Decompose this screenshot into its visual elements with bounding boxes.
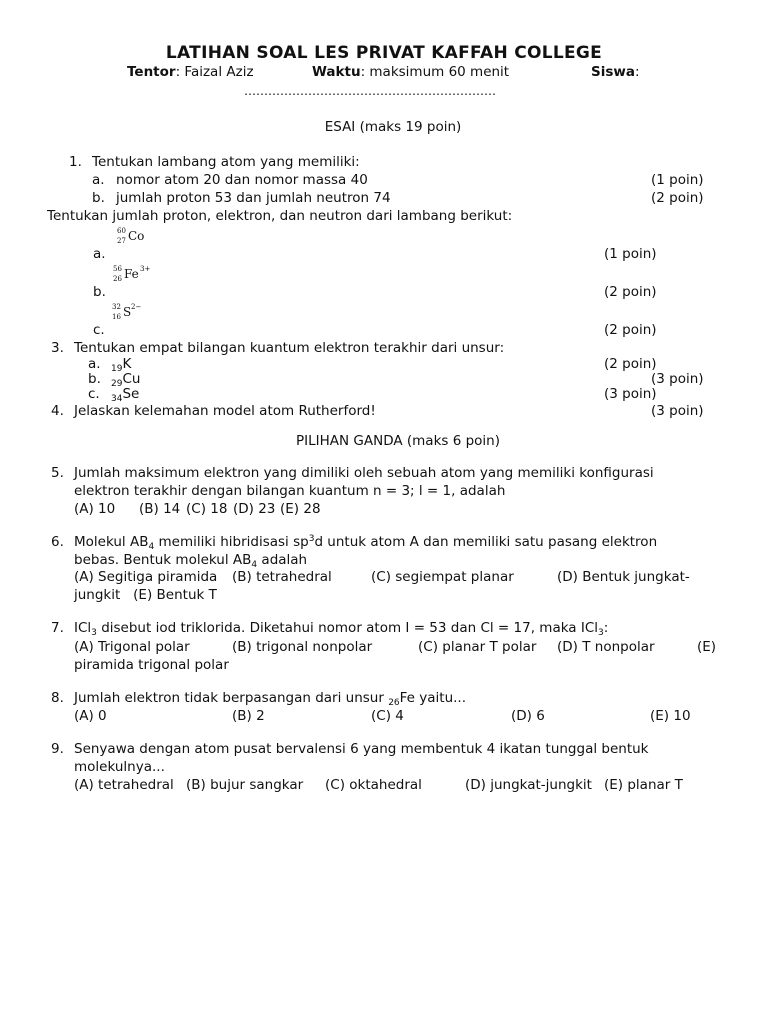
q5-option-a: (A) 10 bbox=[74, 501, 116, 517]
q3b-element bbox=[111, 373, 140, 387]
q3c-element bbox=[111, 388, 139, 402]
q8-option-b: (B) 2 bbox=[232, 708, 265, 724]
q6-subscript-2: 4 bbox=[251, 560, 258, 570]
q8-option-d: (D) 6 bbox=[511, 708, 545, 724]
ion-charge: 3+ bbox=[140, 265, 151, 273]
q3c-label: c. bbox=[88, 386, 100, 402]
q7-number: 7. bbox=[51, 620, 64, 636]
q3a-points: (2 poin) bbox=[604, 356, 657, 372]
mass-number: 32 bbox=[112, 303, 121, 311]
waktu-label: Waktu bbox=[312, 64, 361, 80]
q1-text: Tentukan lambang atom yang memiliki: bbox=[92, 154, 360, 170]
q6-line4: jungkit (E) Bentuk T bbox=[74, 587, 217, 603]
mass-number: 56 bbox=[113, 265, 122, 273]
q3b-label: b. bbox=[88, 371, 101, 387]
q2a-points: (1 poin) bbox=[604, 246, 657, 262]
atomic-number: 26 bbox=[388, 698, 400, 708]
siswa-value: : bbox=[634, 64, 640, 80]
q4-number: 4. bbox=[51, 403, 64, 419]
q6-line2 bbox=[74, 554, 307, 568]
q2-text: Tentukan jumlah proton, elektron, dan neutron dari lambang berikut: bbox=[47, 208, 513, 224]
atomic-number: 16 bbox=[112, 313, 121, 321]
q5-option-e: (E) 28 bbox=[280, 501, 321, 517]
q7-text-a: ICl bbox=[74, 620, 92, 636]
q3a-element bbox=[111, 358, 131, 372]
q1b-label: b. bbox=[92, 190, 105, 206]
q6-line1 bbox=[74, 536, 657, 550]
q8-text-a: Jumlah elektron tidak berpasangan dari unsur bbox=[74, 690, 389, 706]
q5-option-c: (C) 18 bbox=[186, 501, 228, 517]
element-symbol: Se bbox=[122, 386, 140, 402]
waktu-value: : maksimum 60 menit bbox=[360, 64, 510, 80]
q3b-points: (3 poin) bbox=[651, 371, 704, 387]
q7-text-c: : bbox=[603, 620, 609, 636]
q2b-points: (2 poin) bbox=[604, 284, 657, 300]
q1b-points: (2 poin) bbox=[651, 190, 704, 206]
q9-option-b: (B) bujur sangkar bbox=[186, 777, 304, 793]
tentor-line bbox=[127, 66, 254, 80]
q6-subscript: 4 bbox=[148, 542, 155, 552]
q2c-label: c. bbox=[93, 322, 105, 338]
tentor-label: Tentor bbox=[127, 64, 176, 80]
ion-charge: 2− bbox=[131, 303, 142, 311]
q6-option-b: (B) tetrahedral bbox=[232, 569, 332, 585]
q1a-label: a. bbox=[92, 172, 105, 188]
q5-line1: Jumlah maksimum elektron yang dimiliki oleh sebuah atom yang memiliki konfigurasi bbox=[74, 465, 654, 481]
nuclide-symbol-co bbox=[117, 228, 157, 246]
nuclide-symbol-s bbox=[112, 304, 152, 324]
q3-number: 3. bbox=[51, 340, 64, 356]
q7-line1 bbox=[74, 622, 608, 636]
q7-option-e: (E) bbox=[697, 639, 717, 655]
q6-option-a: (A) Segitiga piramida bbox=[74, 569, 218, 585]
q1a-text: nomor atom 20 dan nomor massa 40 bbox=[116, 172, 368, 188]
q9-option-c: (C) oktahedral bbox=[325, 777, 422, 793]
q6-text-a: Molekul AB bbox=[74, 534, 149, 550]
element-symbol: Cu bbox=[122, 371, 141, 387]
q9-line2: molekulnya... bbox=[74, 759, 165, 775]
element-symbol: Fe bbox=[124, 267, 139, 281]
dotted-line: ……………………………………………………… bbox=[244, 84, 496, 98]
essay-heading: ESAI (maks 19 poin) bbox=[324, 119, 462, 135]
q6-text-e: adalah bbox=[257, 552, 308, 568]
q3c-points: (3 poin) bbox=[604, 386, 657, 402]
atomic-number: 34 bbox=[111, 394, 123, 404]
q7-subscript: 3 bbox=[91, 628, 97, 638]
q8-text bbox=[74, 692, 466, 706]
q5-number: 5. bbox=[51, 465, 64, 481]
q2a-label: a. bbox=[93, 246, 106, 262]
atomic-number: 26 bbox=[113, 275, 122, 283]
q9-number: 9. bbox=[51, 741, 64, 757]
q7-subscript-2: 3 bbox=[598, 628, 604, 638]
q6-option-c: (C) segiempat planar bbox=[371, 569, 514, 585]
q7-option-b: (B) trigonal nonpolar bbox=[232, 639, 373, 655]
q9-option-a: (A) tetrahedral bbox=[74, 777, 174, 793]
nuclide-symbol-fe bbox=[113, 266, 157, 286]
q3-text: Tentukan empat bilangan kuantum elektron terakhir dari unsur: bbox=[74, 340, 505, 356]
q9-option-d: (D) jungkat-jungkit bbox=[465, 777, 592, 793]
q4-text: Jelaskan kelemahan model atom Rutherford! bbox=[74, 403, 376, 419]
q6-option-d: (D) Bentuk jungkat- bbox=[557, 569, 690, 585]
element-symbol: S bbox=[123, 305, 132, 319]
q7-option-d: (D) T nonpolar bbox=[557, 639, 655, 655]
atomic-number: 19 bbox=[111, 364, 123, 374]
q1-number: 1. bbox=[69, 154, 82, 170]
q7-line3: piramida trigonal polar bbox=[74, 657, 229, 673]
siswa-label: Siswa bbox=[591, 64, 635, 80]
q7-text-b: disebut iod triklorida. Diketahui nomor atom I = 53 dan Cl = 17, maka ICl bbox=[96, 620, 599, 636]
q8-option-e: (E) 10 bbox=[650, 708, 691, 724]
tentor-value: : Faizal Aziz bbox=[175, 64, 254, 80]
q8-number: 8. bbox=[51, 690, 64, 706]
page-title: LATIHAN SOAL LES PRIVAT KAFFAH COLLEGE bbox=[165, 43, 603, 63]
q5-line2: elektron terakhir dengan bilangan kuantum n = 3; l = 1, adalah bbox=[74, 483, 506, 499]
q8-option-c: (C) 4 bbox=[371, 708, 404, 724]
q2b-label: b. bbox=[93, 284, 106, 300]
q6-text-c: d untuk atom A dan memiliki satu pasang elektron bbox=[314, 534, 658, 550]
mc-heading: PILIHAN GANDA (maks 6 poin) bbox=[296, 433, 500, 449]
q7-option-c: (C) planar T polar bbox=[418, 639, 537, 655]
q1b-text: jumlah proton 53 dan jumlah neutron 74 bbox=[116, 190, 391, 206]
q7-option-a: (A) Trigonal polar bbox=[74, 639, 190, 655]
q9-option-e: (E) planar T bbox=[604, 777, 683, 793]
q2c-points: (2 poin) bbox=[604, 322, 657, 338]
q8-option-a: (A) 0 bbox=[74, 708, 107, 724]
q6-text-d: bebas. Bentuk molekul AB bbox=[74, 552, 252, 568]
siswa-line bbox=[591, 66, 640, 80]
q6-superscript: 3 bbox=[308, 534, 315, 544]
q6-number: 6. bbox=[51, 534, 64, 550]
mass-number: 60 bbox=[117, 227, 126, 235]
element-symbol: K bbox=[122, 356, 132, 372]
q6-text-b: memiliki hibridisasi sp bbox=[154, 534, 309, 550]
atomic-number: 27 bbox=[117, 237, 126, 245]
element-symbol: Co bbox=[128, 229, 145, 243]
q9-line1: Senyawa dengan atom pusat bervalensi 6 yang membentuk 4 ikatan tunggal bentuk bbox=[74, 741, 649, 757]
waktu-line bbox=[312, 66, 509, 80]
q8-text-b: Fe yaitu... bbox=[399, 690, 467, 706]
q5-option-b: (B) 14 bbox=[139, 501, 181, 517]
q1a-points: (1 poin) bbox=[651, 172, 704, 188]
q4-points: (3 poin) bbox=[651, 403, 704, 419]
q5-option-d: (D) 23 bbox=[233, 501, 276, 517]
q3a-label: a. bbox=[88, 356, 101, 372]
atomic-number: 29 bbox=[111, 379, 123, 389]
